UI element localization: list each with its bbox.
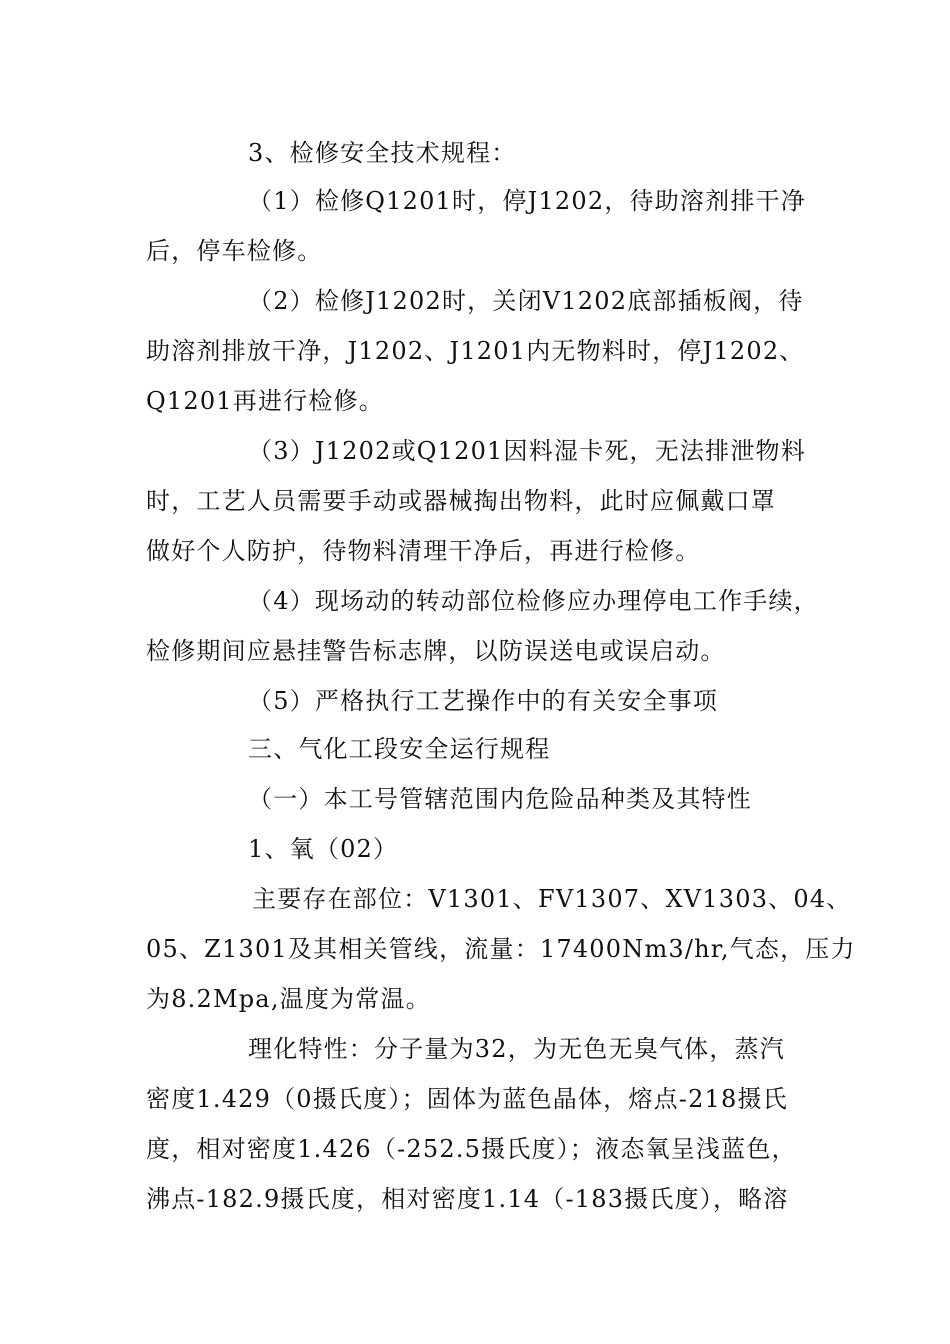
paragraph-line: 为8.2Mpa,温度为常温。 [146, 985, 431, 1013]
paragraph-line: 后，停车检修。 [146, 237, 323, 265]
section-heading-maintenance: 3、检修安全技术规程： [248, 139, 517, 167]
paragraph-line: 05、Z1301及其相关管线，流量：17400Nm3/hr,气态，压力 [146, 935, 856, 963]
paragraph-line: （1）检修Q1201时，停J1202，待助溶剂排干净 [248, 187, 806, 215]
paragraph-line: 检修期间应悬挂警告标志牌，以防误送电或误启动。 [146, 637, 726, 665]
paragraph-line: 度，相对密度1.426（-252.5摄氏度）；液态氧呈浅蓝色， [146, 1135, 797, 1163]
paragraph-line: Q1201再进行检修。 [146, 387, 384, 415]
paragraph-line: （2）检修J1202时，关闭V1202底部插板阀，待 [248, 287, 804, 315]
paragraph-line: 时，工艺人员需要手动或器械掏出物料，此时应佩戴口罩 [146, 487, 776, 515]
paragraph-line: 沸点-182.9摄氏度，相对密度1.14（-183摄氏度），略溶 [146, 1185, 789, 1213]
paragraph-line: 密度1.429（0摄氏度）；固体为蓝色晶体，熔点-218摄氏 [146, 1085, 788, 1113]
paragraph-line: 理化特性：分子量为32，为无色无臭气体，蒸汽 [248, 1035, 785, 1063]
paragraph-line: （4）现场动的转动部位检修应办理停电工作手续， [248, 587, 819, 615]
paragraph-line: 助溶剂排放干净，J1202、J1201内无物料时，停J1202、 [146, 337, 805, 365]
subsection-heading-hazards: （一）本工号管辖范围内危险品种类及其特性 [248, 785, 752, 813]
section-heading-gasification: 三、气化工段安全运行规程 [248, 735, 551, 763]
paragraph-line: 主要存在部位：V1301、FV1307、XV1303、04、 [252, 885, 852, 913]
item-heading-oxygen: 1、氧（02） [248, 835, 399, 863]
paragraph-line: （5）严格执行工艺操作中的有关安全事项 [248, 687, 719, 715]
paragraph-line: （3）J1202或Q1201因料湿卡死，无法排泄物料 [248, 437, 806, 465]
paragraph-line: 做好个人防护，待物料清理干净后，再进行检修。 [146, 537, 701, 565]
